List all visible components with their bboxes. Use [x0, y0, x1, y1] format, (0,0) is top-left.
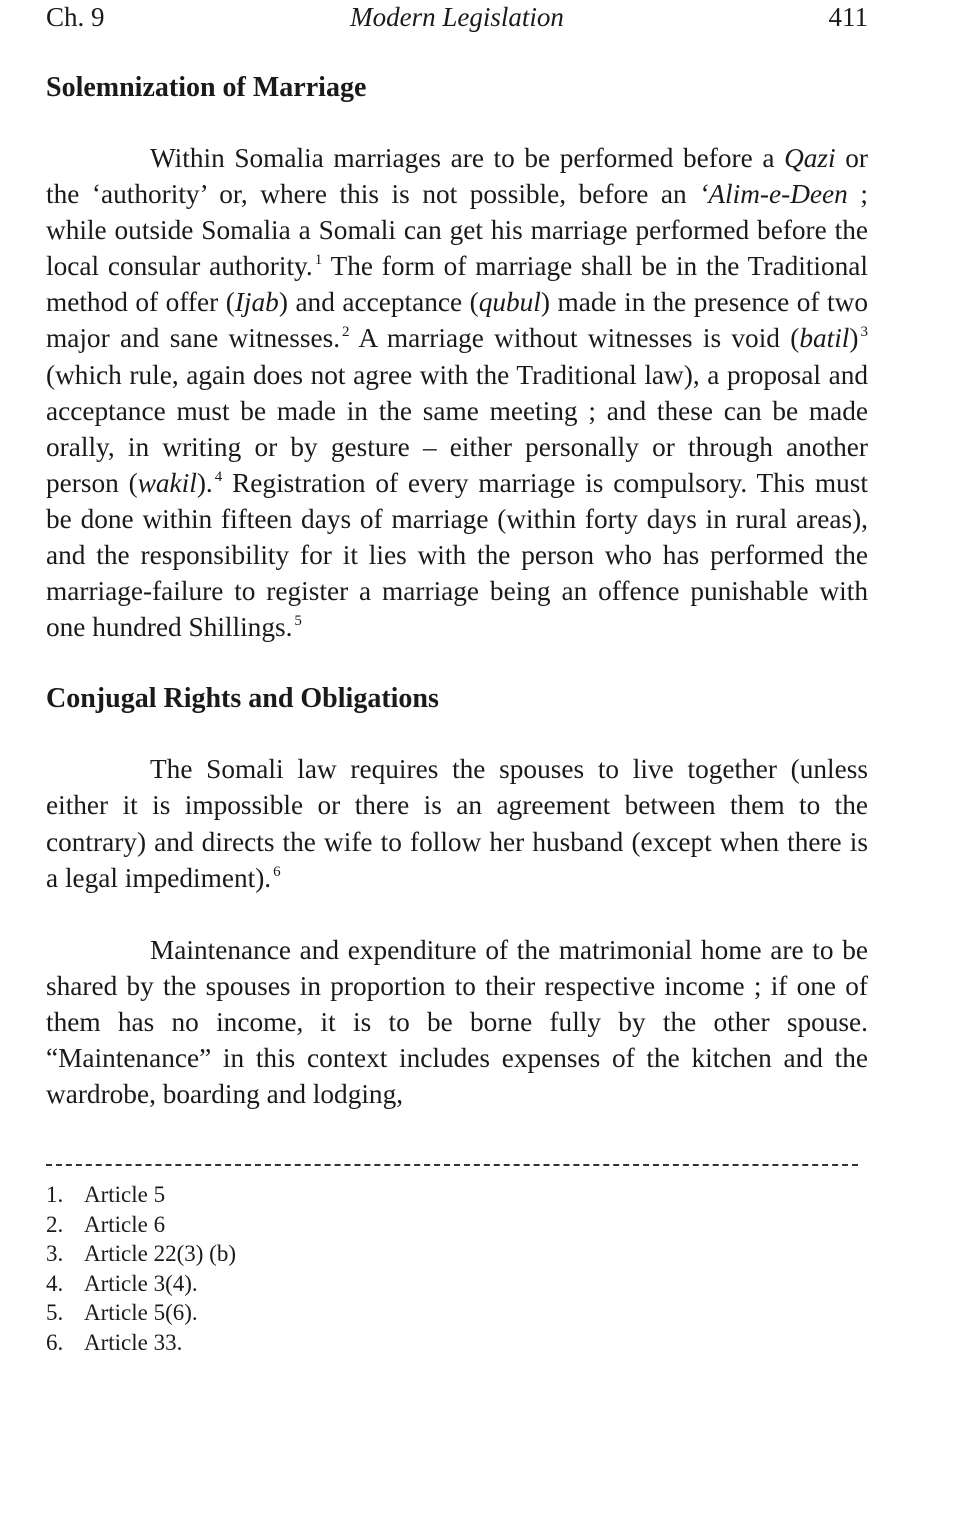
- term-batil: batil: [799, 323, 850, 354]
- term-qazi: Qazi: [784, 143, 836, 173]
- footnote-ref-1[interactable]: 1: [314, 252, 323, 269]
- paragraph-cohabitation: The Somali law requires the spouses to live together (unless either it is impossible or there is an agreement between them to the contrary) and directs the wife to follow her husband (except when there is a legal impediment). $^6$: [46, 754, 868, 893]
- footnote-item: 3. Article 22(3) (b): [46, 1241, 236, 1267]
- footnote-item: 1. Article 5: [46, 1182, 166, 1208]
- term-ijab: Ijab: [234, 287, 279, 318]
- term-qubul: qubul: [478, 287, 541, 318]
- book-page: [46, 0, 868, 1357]
- running-title: Modern Legislation: [350, 2, 564, 32]
- term-alim-e-deen: ‘Alim-e-Deen: [699, 179, 848, 210]
- footnote-ref-5[interactable]: 5: [294, 613, 302, 630]
- footnote-item: 2. Article 6: [46, 1211, 166, 1237]
- page-number: 411: [828, 2, 868, 32]
- chapter-label: Ch. 9: [46, 2, 105, 32]
- footnote-item: 4. Article 3(4).: [46, 1270, 198, 1296]
- paragraph-solemnization: Within Somalia marriages are to be performed before a Qazi or the ‘authority’ or, where this is not possible, before an ‘Alim-e-Deen ; while outside Somalia a Somali can get his marriage performed before the local consular authority. $^1$ The form of marriage shall be in the Traditional method of offer (Ijab) and acceptance (qubul) made in the presence of two major and sane witnesses. $^2$ A marriage without witnesses is void (batil) $^3$ (which rule, again does not agree with the Traditional law), a proposal and acceptance must be made in the same meeting ; and these can be made orally, in writing or by gesture – either personally or through another person (wakil). $^4$ Registration of every marriage is compulsory. This must be done within fifteen days of marriage (within forty days in rural areas), and the responsibility for it lies with the person who has performed the marriage-failure to register a marriage being an offence punishable with one hundred Shillings. $^5$: [46, 143, 868, 643]
- footnote-ref-2[interactable]: 2: [342, 324, 350, 341]
- section-heading-solemnization: Solemnization of Marriage: [46, 72, 367, 103]
- footnote-separator: [46, 1164, 858, 1166]
- footnote-ref-6[interactable]: 6: [273, 863, 281, 880]
- footnote-list: [46, 1180, 868, 1357]
- footnote-item: 5. Article 5(6).: [46, 1300, 198, 1326]
- paragraph-maintenance: Maintenance and expenditure of the matrimonial home are to be shared by the spouses in proportion to their respective income ; if one of them has no income, it is to be borne fully by the other spouse. “Maintenance” in this context includes expenses of the kitchen and the wardrobe, boarding and lodging,: [46, 934, 868, 1110]
- running-header: [46, 0, 868, 34]
- term-wakil: wakil: [137, 467, 197, 498]
- footnote-ref-4[interactable]: 4: [214, 468, 223, 485]
- footnote-ref-3[interactable]: 3: [860, 324, 868, 341]
- section-heading-conjugal: Conjugal Rights and Obligations: [46, 683, 439, 715]
- footnote-item: 6. Article 33.: [46, 1329, 183, 1355]
